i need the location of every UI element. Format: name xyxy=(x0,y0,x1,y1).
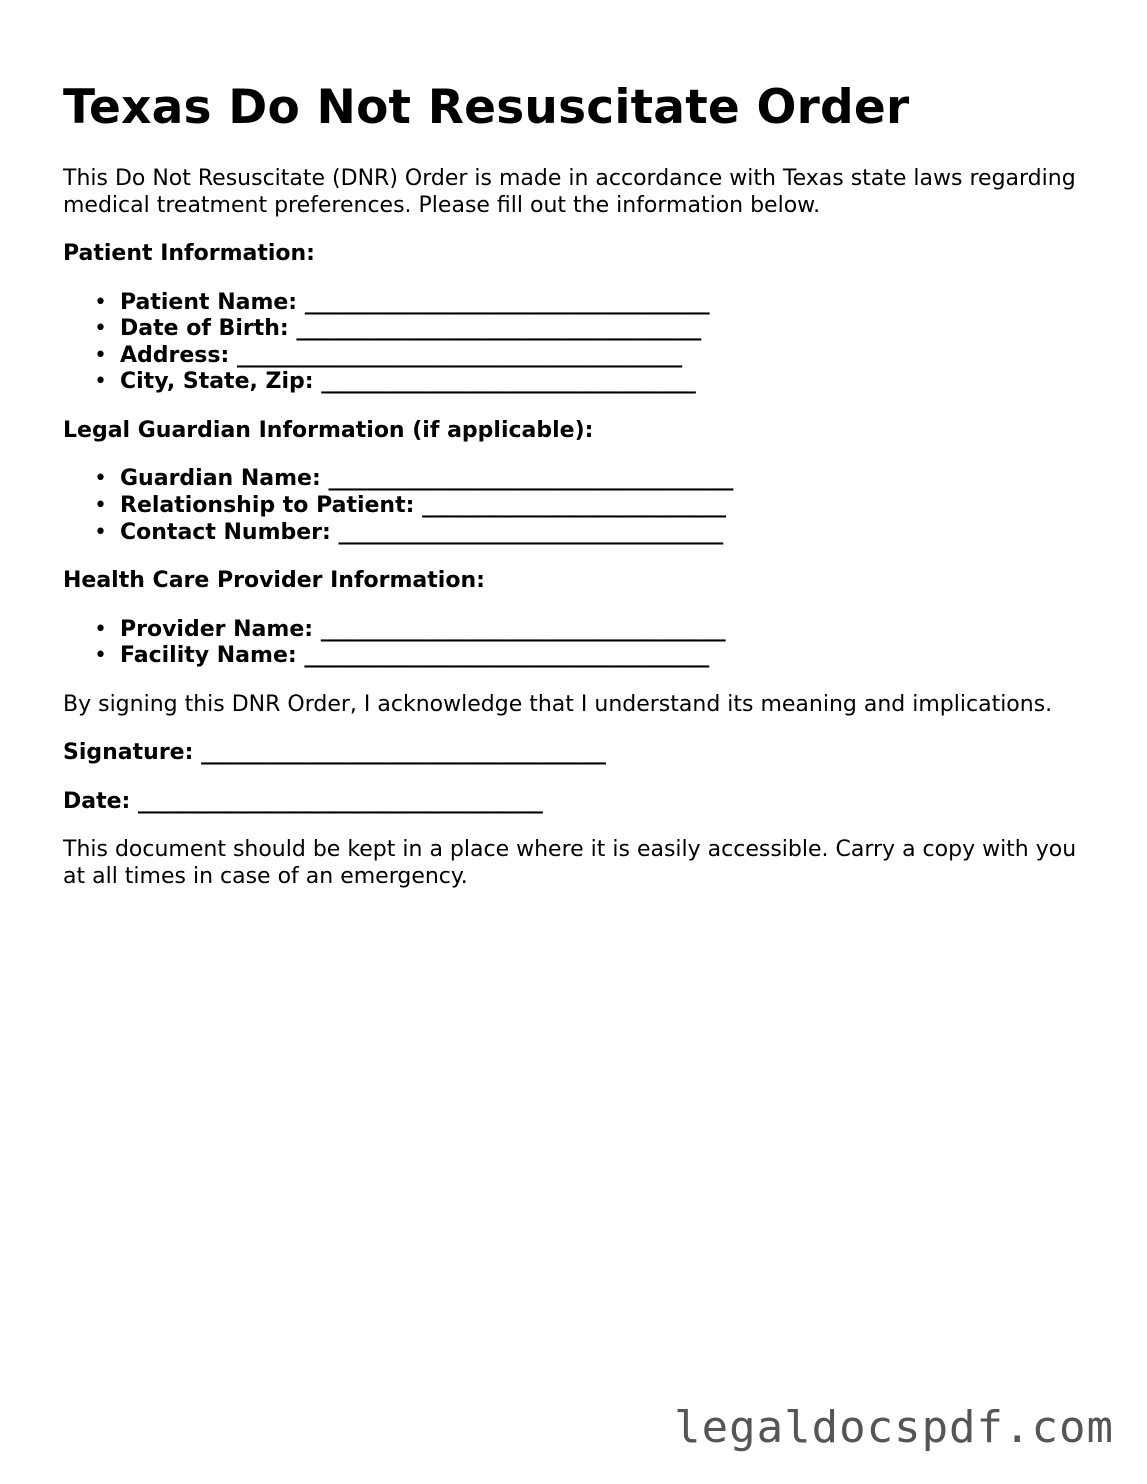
field-label: Patient Name: xyxy=(120,289,298,315)
patient-section-heading: Patient Information: xyxy=(63,241,315,266)
city-state-zip-field[interactable] xyxy=(120,369,1093,396)
signature-field[interactable] xyxy=(63,740,1093,767)
provider-section-heading: Health Care Provider Information: xyxy=(63,568,485,594)
closing-paragraph: This document should be kept in a place where it is easily accessible. Carry a copy with you at all times in case of an emergency. xyxy=(63,837,1077,889)
provider-field-list xyxy=(63,617,1093,670)
guardian-name-field[interactable] xyxy=(120,466,1093,493)
relationship-field[interactable] xyxy=(120,493,1093,520)
guardian-section-heading: Legal Guardian Information (if applicable): xyxy=(63,417,594,443)
field-blank[interactable]: ________________________________________ xyxy=(328,466,733,492)
field-label: Date of Birth: xyxy=(120,316,289,342)
field-blank[interactable]: ________________________________________ xyxy=(304,643,709,669)
field-blank[interactable]: ______________________________________ xyxy=(338,519,723,545)
field-label: Address: xyxy=(120,342,230,368)
date-of-birth-field[interactable] xyxy=(120,316,1093,343)
date-field[interactable] xyxy=(63,789,1093,816)
field-blank[interactable]: ________________________________________ xyxy=(304,289,709,315)
patient-name-field[interactable] xyxy=(120,290,1093,317)
patient-field-list xyxy=(63,290,1093,396)
field-label: Guardian Name: xyxy=(120,466,321,492)
field-label: City, State, Zip: xyxy=(120,369,314,395)
signature-label: Signature: xyxy=(63,740,194,766)
field-label: Contact Number: xyxy=(120,519,331,545)
watermark: legaldocspdf.com xyxy=(674,1402,1114,1453)
acknowledgement-paragraph: By signing this DNR Order, I acknowledge that I understand its meaning and implications. xyxy=(63,691,1053,717)
field-blank[interactable]: ________________________________________ xyxy=(320,616,725,642)
address-field[interactable] xyxy=(120,343,1093,370)
field-blank[interactable]: ______________________________ xyxy=(422,492,726,518)
document-page xyxy=(63,78,1093,890)
date-label: Date: xyxy=(63,788,131,814)
field-label: Relationship to Patient: xyxy=(120,492,415,518)
signature-blank[interactable]: ________________________________________ xyxy=(201,740,606,766)
field-blank[interactable]: _____________________________________ xyxy=(321,369,695,395)
date-blank[interactable]: ________________________________________ xyxy=(138,788,543,814)
field-blank[interactable]: ____________________________________________ xyxy=(236,342,682,368)
field-label: Provider Name: xyxy=(120,616,314,642)
intro-paragraph: This Do Not Resuscitate (DNR) Order is made in accordance with Texas state laws regarding medical treatment preferences. Please fill out the information below. xyxy=(63,166,1076,218)
facility-name-field[interactable] xyxy=(120,643,1093,670)
provider-name-field[interactable] xyxy=(120,617,1093,644)
document-title: Texas Do Not Resuscitate Order xyxy=(63,80,910,135)
contact-number-field[interactable] xyxy=(120,520,1093,547)
guardian-field-list xyxy=(63,466,1093,546)
field-blank[interactable]: ________________________________________ xyxy=(296,316,701,342)
field-label: Facility Name: xyxy=(120,643,297,669)
